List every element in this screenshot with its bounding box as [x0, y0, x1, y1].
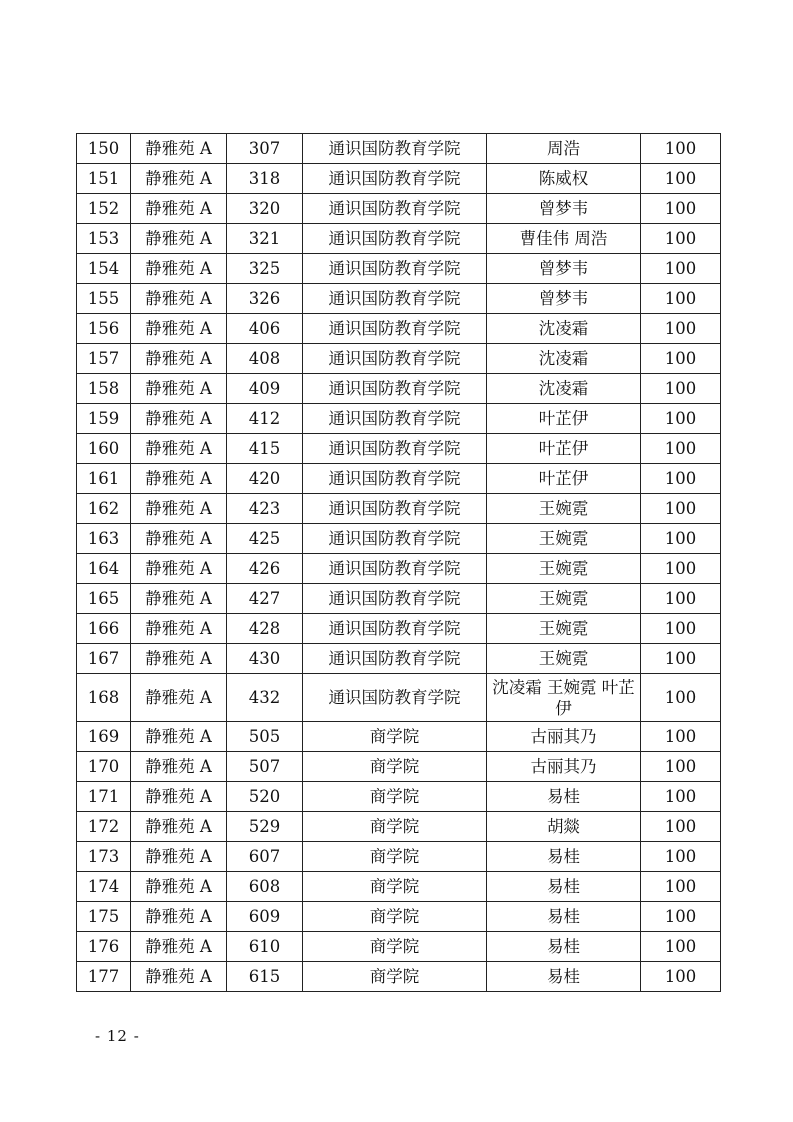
- cell-score: 100: [641, 404, 721, 434]
- cell-score: 100: [641, 194, 721, 224]
- cell-row-number: 171: [77, 782, 131, 812]
- cell-inspectors: 易桂: [487, 872, 641, 902]
- table-row: [77, 194, 721, 224]
- cell-room: 325: [227, 254, 303, 284]
- table-row: [77, 164, 721, 194]
- table-row: [77, 374, 721, 404]
- cell-row-number: 151: [77, 164, 131, 194]
- table-row: [77, 842, 721, 872]
- cell-row-number: 174: [77, 872, 131, 902]
- cell-inspectors: 周浩: [487, 134, 641, 164]
- cell-college: 通识国防教育学院: [303, 644, 487, 674]
- cell-building: 静雅苑 A: [131, 404, 227, 434]
- table-row: [77, 812, 721, 842]
- cell-inspectors: 易桂: [487, 962, 641, 992]
- cell-college: 通识国防教育学院: [303, 464, 487, 494]
- cell-row-number: 166: [77, 614, 131, 644]
- table-row: [77, 314, 721, 344]
- cell-score: 100: [641, 584, 721, 614]
- cell-college: 通识国防教育学院: [303, 314, 487, 344]
- cell-score: 100: [641, 752, 721, 782]
- table-row: [77, 932, 721, 962]
- cell-row-number: 163: [77, 524, 131, 554]
- table-row: [77, 962, 721, 992]
- cell-building: 静雅苑 A: [131, 584, 227, 614]
- table-row: [77, 434, 721, 464]
- cell-inspectors: 王婉霓: [487, 524, 641, 554]
- cell-score: 100: [641, 722, 721, 752]
- cell-college: 通识国防教育学院: [303, 614, 487, 644]
- page-number: - 12 -: [95, 1027, 140, 1045]
- cell-room: 320: [227, 194, 303, 224]
- cell-college: 通识国防教育学院: [303, 434, 487, 464]
- cell-building: 静雅苑 A: [131, 722, 227, 752]
- cell-room: 428: [227, 614, 303, 644]
- cell-college: 商学院: [303, 812, 487, 842]
- cell-college: 商学院: [303, 902, 487, 932]
- cell-building: 静雅苑 A: [131, 524, 227, 554]
- cell-college: 商学院: [303, 932, 487, 962]
- table-body: [77, 134, 721, 992]
- cell-building: 静雅苑 A: [131, 464, 227, 494]
- cell-row-number: 150: [77, 134, 131, 164]
- cell-room: 307: [227, 134, 303, 164]
- cell-score: 100: [641, 962, 721, 992]
- cell-building: 静雅苑 A: [131, 614, 227, 644]
- cell-building: 静雅苑 A: [131, 752, 227, 782]
- cell-room: 430: [227, 644, 303, 674]
- cell-college: 商学院: [303, 872, 487, 902]
- cell-building: 静雅苑 A: [131, 962, 227, 992]
- cell-building: 静雅苑 A: [131, 194, 227, 224]
- cell-score: 100: [641, 164, 721, 194]
- cell-inspectors: 易桂: [487, 842, 641, 872]
- cell-building: 静雅苑 A: [131, 344, 227, 374]
- cell-inspectors: 易桂: [487, 782, 641, 812]
- table-row: [77, 494, 721, 524]
- cell-building: 静雅苑 A: [131, 224, 227, 254]
- cell-room: 507: [227, 752, 303, 782]
- cell-inspectors: 沈凌霜: [487, 314, 641, 344]
- table-row: [77, 752, 721, 782]
- table-row: [77, 584, 721, 614]
- table-row: [77, 524, 721, 554]
- cell-college: 商学院: [303, 722, 487, 752]
- cell-building: 静雅苑 A: [131, 782, 227, 812]
- cell-room: 608: [227, 872, 303, 902]
- cell-building: 静雅苑 A: [131, 872, 227, 902]
- cell-building: 静雅苑 A: [131, 374, 227, 404]
- table-row: [77, 872, 721, 902]
- table-row: [77, 902, 721, 932]
- cell-inspectors: 易桂: [487, 902, 641, 932]
- cell-row-number: 152: [77, 194, 131, 224]
- cell-score: 100: [641, 224, 721, 254]
- cell-building: 静雅苑 A: [131, 254, 227, 284]
- cell-score: 100: [641, 464, 721, 494]
- cell-score: 100: [641, 872, 721, 902]
- cell-row-number: 155: [77, 284, 131, 314]
- cell-building: 静雅苑 A: [131, 284, 227, 314]
- table-row: [77, 614, 721, 644]
- cell-score: 100: [641, 782, 721, 812]
- cell-building: 静雅苑 A: [131, 644, 227, 674]
- cell-building: 静雅苑 A: [131, 842, 227, 872]
- cell-row-number: 176: [77, 932, 131, 962]
- cell-room: 420: [227, 464, 303, 494]
- cell-building: 静雅苑 A: [131, 554, 227, 584]
- cell-college: 通识国防教育学院: [303, 524, 487, 554]
- cell-college: 通识国防教育学院: [303, 224, 487, 254]
- cell-room: 520: [227, 782, 303, 812]
- cell-building: 静雅苑 A: [131, 434, 227, 464]
- cell-college: 商学院: [303, 842, 487, 872]
- cell-score: 100: [641, 902, 721, 932]
- cell-inspectors: 古丽其乃: [487, 752, 641, 782]
- cell-row-number: 177: [77, 962, 131, 992]
- cell-room: 609: [227, 902, 303, 932]
- cell-college: 通识国防教育学院: [303, 554, 487, 584]
- cell-college: 通识国防教育学院: [303, 344, 487, 374]
- cell-room: 505: [227, 722, 303, 752]
- cell-inspectors: 王婉霓: [487, 644, 641, 674]
- cell-score: 100: [641, 494, 721, 524]
- cell-score: 100: [641, 344, 721, 374]
- cell-inspectors: 曾梦韦: [487, 254, 641, 284]
- cell-row-number: 175: [77, 902, 131, 932]
- cell-score: 100: [641, 614, 721, 644]
- cell-score: 100: [641, 932, 721, 962]
- cell-college: 商学院: [303, 962, 487, 992]
- table-row: [77, 464, 721, 494]
- cell-inspectors: 沈凌霜: [487, 344, 641, 374]
- cell-row-number: 159: [77, 404, 131, 434]
- cell-score: 100: [641, 812, 721, 842]
- cell-row-number: 158: [77, 374, 131, 404]
- cell-inspectors: 王婉霓: [487, 554, 641, 584]
- cell-room: 426: [227, 554, 303, 584]
- cell-room: 318: [227, 164, 303, 194]
- cell-inspectors: 王婉霓: [487, 614, 641, 644]
- table-row: [77, 674, 721, 722]
- cell-college: 通识国防教育学院: [303, 584, 487, 614]
- cell-inspectors: 叶芷伊: [487, 464, 641, 494]
- cell-room: 412: [227, 404, 303, 434]
- cell-row-number: 172: [77, 812, 131, 842]
- table-row: [77, 134, 721, 164]
- cell-building: 静雅苑 A: [131, 134, 227, 164]
- cell-inspectors: 曾梦韦: [487, 194, 641, 224]
- table-row: [77, 224, 721, 254]
- table-row: [77, 644, 721, 674]
- cell-score: 100: [641, 842, 721, 872]
- cell-room: 529: [227, 812, 303, 842]
- cell-room: 409: [227, 374, 303, 404]
- cell-college: 通识国防教育学院: [303, 254, 487, 284]
- cell-building: 静雅苑 A: [131, 812, 227, 842]
- cell-room: 427: [227, 584, 303, 614]
- cell-row-number: 167: [77, 644, 131, 674]
- cell-inspectors: 王婉霓: [487, 494, 641, 524]
- cell-college: 通识国防教育学院: [303, 494, 487, 524]
- cell-room: 408: [227, 344, 303, 374]
- cell-inspectors: 沈凌霜: [487, 374, 641, 404]
- cell-score: 100: [641, 374, 721, 404]
- cell-inspectors: 陈威权: [487, 164, 641, 194]
- cell-college: 通识国防教育学院: [303, 194, 487, 224]
- cell-row-number: 156: [77, 314, 131, 344]
- table-row: [77, 404, 721, 434]
- table-row: [77, 554, 721, 584]
- cell-row-number: 162: [77, 494, 131, 524]
- cell-row-number: 160: [77, 434, 131, 464]
- cell-college: 通识国防教育学院: [303, 404, 487, 434]
- cell-room: 321: [227, 224, 303, 254]
- cell-inspectors: 叶芷伊: [487, 404, 641, 434]
- cell-room: 607: [227, 842, 303, 872]
- cell-building: 静雅苑 A: [131, 902, 227, 932]
- cell-college: 通识国防教育学院: [303, 134, 487, 164]
- cell-room: 610: [227, 932, 303, 962]
- cell-score: 100: [641, 674, 721, 722]
- table-row: [77, 782, 721, 812]
- cell-score: 100: [641, 134, 721, 164]
- cell-college: 通识国防教育学院: [303, 374, 487, 404]
- cell-room: 615: [227, 962, 303, 992]
- cell-building: 静雅苑 A: [131, 164, 227, 194]
- cell-inspectors: 王婉霓: [487, 584, 641, 614]
- cell-row-number: 170: [77, 752, 131, 782]
- cell-row-number: 165: [77, 584, 131, 614]
- cell-room: 425: [227, 524, 303, 554]
- cell-score: 100: [641, 644, 721, 674]
- cell-building: 静雅苑 A: [131, 494, 227, 524]
- cell-row-number: 169: [77, 722, 131, 752]
- cell-score: 100: [641, 284, 721, 314]
- cell-room: 406: [227, 314, 303, 344]
- table-row: [77, 344, 721, 374]
- cell-room: 415: [227, 434, 303, 464]
- cell-row-number: 157: [77, 344, 131, 374]
- cell-row-number: 164: [77, 554, 131, 584]
- cell-room: 423: [227, 494, 303, 524]
- cell-inspectors: 古丽其乃: [487, 722, 641, 752]
- cell-score: 100: [641, 524, 721, 554]
- cell-score: 100: [641, 554, 721, 584]
- cell-college: 商学院: [303, 782, 487, 812]
- cell-score: 100: [641, 254, 721, 284]
- table-row: [77, 284, 721, 314]
- cell-inspectors: 叶芷伊: [487, 434, 641, 464]
- cell-college: 商学院: [303, 752, 487, 782]
- cell-row-number: 168: [77, 674, 131, 722]
- table-row: [77, 254, 721, 284]
- cell-inspectors: 胡燚: [487, 812, 641, 842]
- dorm-inspection-table: [76, 133, 721, 992]
- cell-room: 326: [227, 284, 303, 314]
- cell-room: 432: [227, 674, 303, 722]
- cell-row-number: 173: [77, 842, 131, 872]
- cell-inspectors: 曾梦韦: [487, 284, 641, 314]
- cell-building: 静雅苑 A: [131, 674, 227, 722]
- cell-inspectors: 沈凌霜 王婉霓 叶芷伊: [487, 674, 641, 722]
- cell-building: 静雅苑 A: [131, 314, 227, 344]
- cell-row-number: 154: [77, 254, 131, 284]
- cell-college: 通识国防教育学院: [303, 674, 487, 722]
- cell-college: 通识国防教育学院: [303, 284, 487, 314]
- cell-row-number: 153: [77, 224, 131, 254]
- table-row: [77, 722, 721, 752]
- cell-score: 100: [641, 314, 721, 344]
- cell-building: 静雅苑 A: [131, 932, 227, 962]
- cell-score: 100: [641, 434, 721, 464]
- cell-inspectors: 易桂: [487, 932, 641, 962]
- cell-college: 通识国防教育学院: [303, 164, 487, 194]
- cell-inspectors: 曹佳伟 周浩: [487, 224, 641, 254]
- cell-row-number: 161: [77, 464, 131, 494]
